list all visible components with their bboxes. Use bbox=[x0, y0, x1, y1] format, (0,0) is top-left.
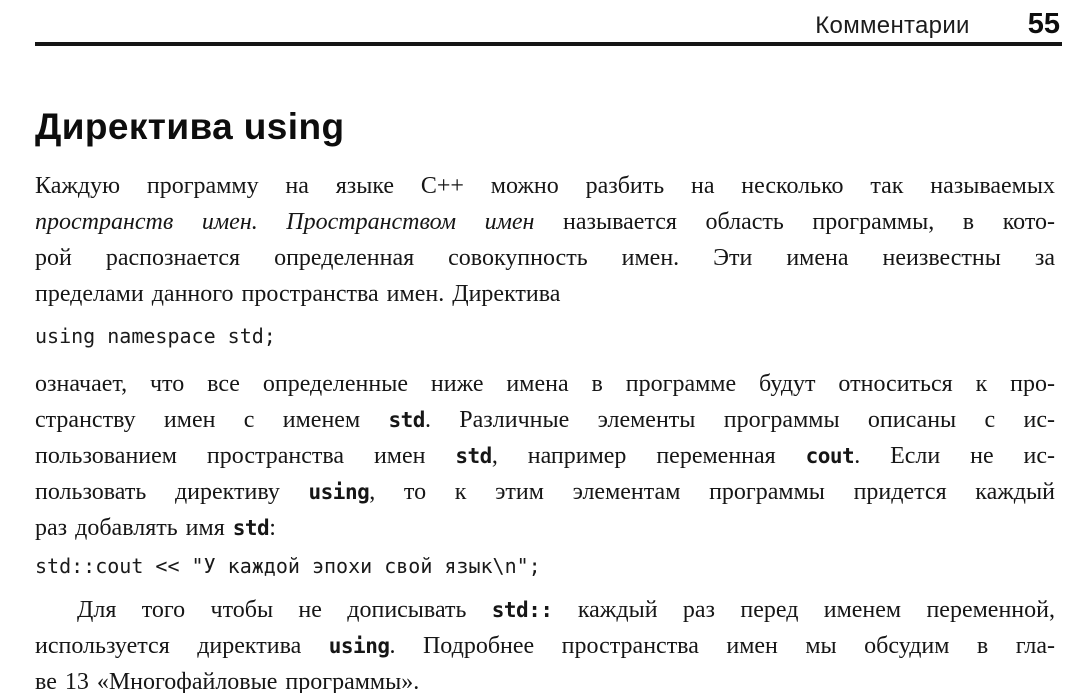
text-segment: std:: bbox=[491, 598, 553, 622]
text-line bbox=[35, 276, 1055, 312]
text-line bbox=[35, 204, 1055, 240]
text-line bbox=[35, 168, 1055, 204]
text-segment: . Подробнее пространства имен мы обсудим в гла- bbox=[389, 633, 1055, 659]
text-segment: используется директива bbox=[35, 633, 329, 659]
page-content bbox=[35, 168, 1055, 693]
paragraph bbox=[35, 366, 1055, 546]
text-line bbox=[35, 664, 1055, 693]
text-segment: using bbox=[328, 634, 390, 658]
text-segment: странству имен с именем bbox=[35, 407, 389, 433]
text-segment: пространств имен. Пространством имен bbox=[35, 209, 535, 235]
running-head: Комментарии bbox=[815, 12, 970, 39]
text-segment: cout bbox=[805, 444, 855, 468]
text-segment: , то к этим элементам программы придется каждый bbox=[369, 479, 1055, 505]
text-segment: . Различные элементы программы описаны с ис- bbox=[424, 407, 1055, 433]
paragraph bbox=[35, 168, 1055, 312]
header-rule bbox=[35, 42, 1062, 46]
code-line: using namespace std; bbox=[35, 324, 276, 348]
text-segment: пользовать директиву bbox=[35, 479, 309, 505]
text-segment: называется область программы, в кото- bbox=[534, 209, 1055, 235]
text-line bbox=[35, 366, 1055, 402]
text-line bbox=[35, 510, 1055, 546]
text-segment: : bbox=[269, 515, 276, 541]
page-number: 55 bbox=[1027, 8, 1060, 40]
text-segment: std bbox=[455, 444, 492, 468]
text-segment: означает, что все определенные ниже имена в программе будут относиться к про- bbox=[35, 371, 1055, 397]
text-segment: std bbox=[388, 408, 425, 432]
page-header bbox=[35, 8, 1060, 41]
text-segment: Для того чтобы не дописывать bbox=[77, 597, 492, 623]
text-segment: using bbox=[308, 480, 370, 504]
text-segment: ве 13 «Многофайловые программы». bbox=[35, 669, 420, 693]
text-line bbox=[35, 240, 1055, 276]
paragraph bbox=[35, 592, 1055, 693]
text-segment: пределами данного пространства имен. Директива bbox=[35, 281, 561, 307]
section-heading: Директива using bbox=[35, 106, 345, 147]
text-segment: , например переменная bbox=[491, 443, 806, 469]
text-segment: пользованием пространства имен bbox=[35, 443, 456, 469]
text-line bbox=[35, 592, 1055, 628]
text-segment: std bbox=[232, 516, 270, 540]
text-line bbox=[35, 474, 1055, 510]
text-segment: каждый раз перед именем переменной, bbox=[552, 597, 1055, 623]
code-line: std::cout << "У каждой эпохи свой язык\n"; bbox=[35, 554, 541, 578]
text-segment: рой распознается определенная совокупность имен. Эти имена неизвестны за bbox=[35, 245, 1055, 271]
text-line bbox=[35, 402, 1055, 438]
text-segment: Каждую программу на языке C++ можно разбить на несколько так называемых bbox=[35, 173, 1055, 199]
text-segment: . Если не ис- bbox=[854, 443, 1055, 469]
text-line bbox=[35, 628, 1055, 664]
text-line bbox=[35, 438, 1055, 474]
text-segment: раз добавлять имя bbox=[35, 515, 233, 541]
